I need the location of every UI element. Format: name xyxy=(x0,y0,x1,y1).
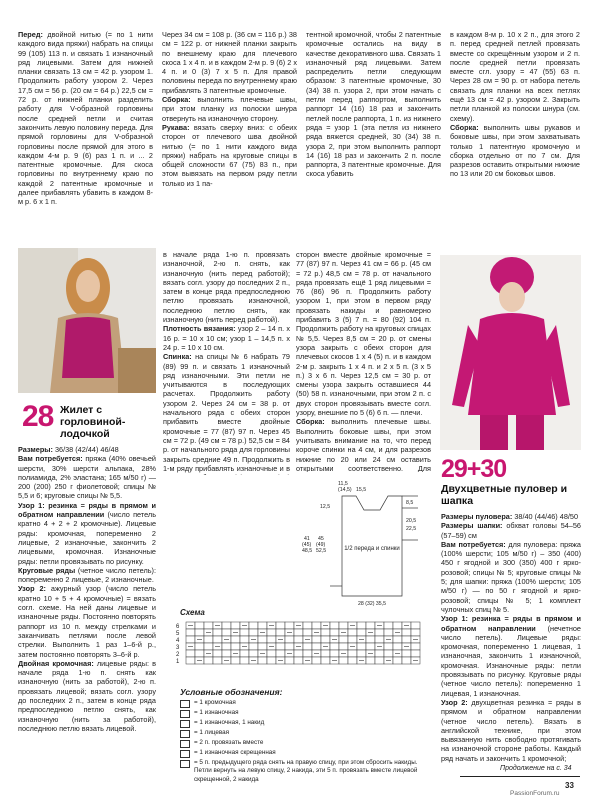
scheme-row-number: 3 xyxy=(176,645,180,651)
scheme-cell xyxy=(411,643,420,650)
paragraph-text: узор 2 – 14 п. x 16 р. = 10 x 10 см; узор 1 – 14,5 п. x 24 р. = 10 x 10 см. xyxy=(163,324,290,352)
pattern-right-3: 22,5 xyxy=(406,526,417,532)
paragraph xyxy=(306,30,441,179)
paragraph-text: 36/38 (42/44) 46/48 xyxy=(54,445,119,454)
paragraph-text: Через 34 см = 108 р. (36 см = 116 р.) 38 см = 122 р. от нижней планки закрыть по внешнему краю для плечевого скоса 1 х 4 п. и в каждом 2-м р. 9 (6) 2 х 4 п. и 0 (3) 7 х 5 п. Для правой половины переда по внутреннему краю прибавлять 3 патентные кромочные. xyxy=(162,30,297,95)
scheme-cell xyxy=(222,650,231,657)
pattern-left2-2: (49) xyxy=(316,542,326,548)
scheme-cell xyxy=(285,622,294,629)
continue-note: Продолжение на с. 34 xyxy=(500,765,572,772)
scheme-cell xyxy=(348,657,357,664)
legend-item xyxy=(180,719,435,728)
scheme-title: Схема xyxy=(180,608,205,617)
legend-text: = 2 п. провязать вместе xyxy=(194,739,264,746)
paragraph-text: на спицы № 6 набрать 79 (89) 99 п. и связать 1 изнаночный ряд изнаночными. Эти петли не учитываются в последующих расчетах. Продолжить работу узором 2. Через 24 см = 38 р. от начального ряда с обеих сторон прибавить вместе двойные кромочные = 77 (87) 97 п. Через 45 см = 72 р. (49 см = 78 р.) 52,5 см = 84 р. от начального ряда для горловины закрыть средние 49 п. Продолжить в 1-м ряду прибавлять изнаночные и в xyxy=(163,352,290,473)
scheme-cell xyxy=(321,657,330,664)
paragraph xyxy=(450,30,580,123)
scheme-cell xyxy=(303,650,312,657)
scheme-cell xyxy=(375,636,384,643)
paragraph xyxy=(296,250,431,417)
legend-text: = 5 п. предыдущего ряда снять на правую спицу, при этом сбросить накиды. Петли вернуть на левую спицу, 2 накида, эти 5 п. провязать вместе лицевой скрещенной, 2 накида xyxy=(194,759,418,783)
legend-symbol-icon xyxy=(180,730,190,738)
scheme-cell xyxy=(303,643,312,650)
scheme-cell xyxy=(240,657,249,664)
legend-text: = 1 изнаночная xyxy=(194,709,239,716)
scheme-cell xyxy=(366,643,375,650)
footer-rule xyxy=(460,776,580,777)
scheme-cell xyxy=(240,650,249,657)
scheme-cell xyxy=(384,650,393,657)
paragraph-text: (число петель кратно 4 + 2 + 2 кромочные). Лицевые ряды: кромочная, попеременно 2 лицевые, 2 изнаночные, закончить 2 лицевыми, кромочная. Изнаночные ряды: петли провязывать по рисунку. xyxy=(18,510,156,566)
scheme-cell xyxy=(393,643,402,650)
pattern-left-1: 41 xyxy=(304,536,310,542)
item-28-number: 28 xyxy=(22,400,54,433)
scheme-cell xyxy=(312,657,321,664)
paragraph-heading: Вам потребуется: xyxy=(441,539,509,549)
scheme-cell xyxy=(249,643,258,650)
paragraph-heading: Размеры шапки: xyxy=(441,521,507,531)
scheme-cell xyxy=(249,650,258,657)
paragraph xyxy=(18,566,156,585)
scheme-cell xyxy=(339,657,348,664)
legend-item xyxy=(180,729,435,738)
scheme-cell xyxy=(312,636,321,643)
scheme-row-number: 4 xyxy=(176,638,180,644)
legend-item xyxy=(180,739,435,748)
paragraph xyxy=(441,540,581,614)
paragraph-text: выполнить швы рукавов и боковые швы, при этом захватывать только 1 патентную кромочную и сборка отдельно от по 7 см. Для разрезов оставить открытыми нижние по 13 или 20 см боковых швов. xyxy=(450,122,580,179)
scheme-cell xyxy=(321,636,330,643)
scheme-cell xyxy=(303,629,312,636)
legend-text: = 1 кромочная xyxy=(194,699,236,706)
item-29-30-title: Двухцветные пуловер и шапка xyxy=(441,483,568,507)
scheme-cell xyxy=(267,650,276,657)
paragraph-heading: Перед: xyxy=(18,30,48,39)
scheme-cell xyxy=(231,657,240,664)
scheme-cell xyxy=(330,643,339,650)
paragraph xyxy=(163,352,290,475)
scheme-cell xyxy=(231,643,240,650)
pattern-top-3: 15,5 xyxy=(356,487,367,493)
scheme-cell xyxy=(375,629,384,636)
pattern-top-2: (14,5) xyxy=(338,487,352,493)
scheme-chart xyxy=(172,618,437,668)
scheme-cell xyxy=(294,650,303,657)
pattern-left2-1: 45 xyxy=(318,536,324,542)
scheme-cell xyxy=(357,622,366,629)
item-28-text xyxy=(18,445,156,765)
scheme-cell xyxy=(213,629,222,636)
scheme-cell xyxy=(258,657,267,664)
scheme-cell xyxy=(411,629,420,636)
legend-symbol-icon xyxy=(180,720,190,728)
paragraph-heading: Двойная кромочная: xyxy=(18,658,97,668)
paragraph-text: в каждом 8-м р. 10 х 2 п., для этого 2 п. перед средней петлей провязать вместе со скрещённым узором и 2 п. после средней петли провязать вместе сгл. узору = 47 (55) 63 п. Через 28 см = 90 р. от набора петель связать для планки на всех петлях ещё 13 см = 42 р. узором 2. Закрыть петли планкой из полоски шнура (см. схему). xyxy=(450,30,580,123)
page-number: 33 xyxy=(565,781,574,790)
legend-symbol-icon xyxy=(180,740,190,748)
scheme-cell xyxy=(357,650,366,657)
legend-item xyxy=(180,749,435,758)
paragraph-heading: Узор 1: резинка = ряды в прямом и обратном направлении xyxy=(441,614,581,633)
scheme-cell xyxy=(186,629,195,636)
scheme-cell xyxy=(294,636,303,643)
scheme-cell xyxy=(393,622,402,629)
paragraph xyxy=(163,250,290,324)
paragraph xyxy=(450,123,580,179)
paragraph-heading: Сборка: xyxy=(296,417,332,427)
scheme-cell xyxy=(186,657,195,664)
scheme-cell xyxy=(330,629,339,636)
scheme-cell xyxy=(222,629,231,636)
legend-text: = 1 лицевая xyxy=(194,729,230,736)
paragraph xyxy=(18,659,156,733)
scheme-cell xyxy=(186,636,195,643)
item-29-30-number: 29+30 xyxy=(441,455,507,483)
paragraph xyxy=(18,584,156,658)
paragraph xyxy=(18,454,156,500)
paragraph-text: 38/40 (44/46) 48/50 xyxy=(514,512,579,521)
scheme-cell xyxy=(312,643,321,650)
scheme-cell xyxy=(348,629,357,636)
paragraph-text: обхват головы 54–56 (57–59) см xyxy=(441,521,581,540)
scheme-cell xyxy=(357,643,366,650)
scheme-cell xyxy=(267,636,276,643)
paragraph-heading: Узор 1: резинка = ряды в прямом и обратном направлении xyxy=(18,500,156,520)
scheme-cell xyxy=(321,629,330,636)
scheme-cell xyxy=(375,650,384,657)
scheme-cell xyxy=(384,643,393,650)
scheme-cell xyxy=(213,636,222,643)
pattern-top-1: 11,5 xyxy=(338,481,348,487)
paragraph xyxy=(441,698,581,763)
paragraph-text: для пуловера: пряжа (100% шерсти; 105 м/50 г) – 350 (400) 450 г ягодной и 300 (350) 400 г ярко-розовой; спицы № 5; круговые спицы № 5; для шапки: пряжа (100% шерсти; 105 м/50 г) — по 50 г ягодной и ярко-розовой; спицы № 5; 1 комплект чулочных спиц № 5. xyxy=(441,539,581,614)
scheme-cell xyxy=(384,629,393,636)
scheme-cell xyxy=(294,629,303,636)
scheme-cell xyxy=(267,657,276,664)
legend-item xyxy=(180,699,435,708)
scheme-cell xyxy=(402,636,411,643)
paragraph-text: выполнить плечевые швы, при этом планку из полоски шнура отвернуть на изнаночную сторону. xyxy=(162,95,297,123)
scheme-cell xyxy=(330,622,339,629)
scheme-cell xyxy=(366,636,375,643)
scheme-cell xyxy=(339,622,348,629)
paragraph xyxy=(163,324,290,352)
top-column-1 xyxy=(18,30,153,240)
pattern-left-2: (45) xyxy=(302,542,312,548)
scheme-row-number: 2 xyxy=(176,652,180,658)
scheme-cell xyxy=(393,657,402,664)
scheme-cell xyxy=(195,629,204,636)
paragraph-heading: Сборка: xyxy=(162,95,198,105)
pattern-left2-3: 52,5 xyxy=(316,548,327,554)
item-28-title: Жилет с горловиной-лодочкой xyxy=(60,404,126,440)
scheme-cell xyxy=(321,650,330,657)
scheme-cell xyxy=(402,650,411,657)
scheme-cell xyxy=(402,629,411,636)
scheme-cell xyxy=(258,622,267,629)
pattern-right-2: 20,5 xyxy=(406,518,417,524)
paragraph-text: тентной кромочной, чтобы 2 патентные кромочные остались на виду в качестве декоративного шва. Связать 1 изнаночный ряд лицевыми. Затем распределить петли следующим образом: 3 патентные кромочные, 30 (34) 38 п. узора 2, при этом начать с петли перед раппортом, выполнить раппорт 14 (16) 18 раз и закончить петлей после раппорта, 1 п. из нижнего ряда = узор 1 (эта петля из нижнего ряда вяжется средней, 30 (34) 38 п. узора 2, при этом выполнить раппорт 14 (16) 18 раз и закончить 2 п. после раппорта, 3 патентные кромочные. Для скоса убавить xyxy=(306,30,441,179)
pullover-photo xyxy=(440,255,581,450)
scheme-cell xyxy=(276,629,285,636)
legend-text: = 1 изнаночная, 1 накид xyxy=(194,719,265,726)
paragraph xyxy=(18,501,156,566)
paragraph-text: ажурный узор (число петель кратно 10 + 5 + 4 кромочные) = вязать согл. схеме. На ней даны лицевые и изнаночные ряды. Постоянно повторять раппорт из 10 п. между стрелками и заканчивать петлями после левой стрелки. Выполнить 1 раз 1–6-й р., затем постоянно повторять 3–6-й р. xyxy=(18,584,156,659)
scheme-cell xyxy=(339,643,348,650)
paragraph-heading: Размеры: xyxy=(18,445,55,454)
paragraph xyxy=(441,512,581,521)
paragraph xyxy=(441,614,581,698)
scheme-cell xyxy=(204,643,213,650)
scheme-row-number: 5 xyxy=(176,631,180,637)
paragraph-text: вязать сверху вниз: с обеих сторон от плечевого шва двойной нитью (= по 1 нити каждого вида пряжи) набрать на круговые спицы в общей сложности 67 (75) 83 п., при этом вывязать на первом ряду петли только из 1 па- xyxy=(162,122,297,188)
scheme-cell xyxy=(366,657,375,664)
vest-photo-illustration xyxy=(18,248,156,393)
scheme-cell xyxy=(195,650,204,657)
legend-text: = 1 изнаночная скрещенная xyxy=(194,749,276,756)
legend-symbol-icon xyxy=(180,710,190,718)
scheme-cell xyxy=(213,650,222,657)
paragraph xyxy=(162,95,297,123)
paragraph-text: двойной нитью (= по 1 нити каждого вида пряжи) набрать на спицы 99 (105) 113 п. и связать 1 изнаночный ряд лицевыми. Затем для нижней планки связать 13 см = 42 р. узором 1. Продолжить работу узором 2. Через 17,5 см = 56 р. (20 см = 64 р.) 22,5 см = 72 р. от нижней планки разделить работу для V-образной горловины после средней петли и считая закончить левую половину переда. Для прямой горловины для V-образной горловины после прямой для этого в каждом 4-м р. 9 (6) раз 1 п. и ... 2 патентные кромочные. Для скоса горловины по внутреннему краю по каждой 2 патентные кромочные и далее прибавлять убавить в каждом 8-м р. 6 х 1 п. xyxy=(18,30,153,207)
scheme-cell xyxy=(213,657,222,664)
scheme-cell xyxy=(294,657,303,664)
legend-symbol-icon xyxy=(180,750,190,758)
paragraph-heading: Вам потребуется: xyxy=(18,454,86,464)
scheme-cell xyxy=(231,636,240,643)
paragraph-heading: Рукава: xyxy=(162,122,194,132)
paragraph-text: в начале ряда 1-ю п. провязать изнаночной, 2-ю п. снять, как изнаночную (нить перед работой); вязать согл. узору до последних 2 п., затем в конце ряда предпоследнюю петлю провязать изнаночной, последнюю петлю снять, как изнаночную (нить перед работой). xyxy=(163,250,290,325)
scheme-cell xyxy=(348,636,357,643)
paragraph-text: (нечетное число петель). Лицевые ряды: кромочная, попеременно 1 лицевая, 1 изнаночная, закончить 1 изнаночной, кромочная. Изнаночные ряды: петли провязывать по рисунку. Круговые ряды (четное число петель): попеременно 1 лицевая, 1 изнаночная. xyxy=(441,623,581,698)
paragraph xyxy=(162,30,297,95)
scheme-cell xyxy=(348,650,357,657)
scheme-cell xyxy=(339,636,348,643)
top-column-4 xyxy=(450,30,580,240)
scheme-cell xyxy=(285,643,294,650)
scheme-cell xyxy=(204,622,213,629)
scheme-cell xyxy=(411,650,420,657)
paragraph-text: (четное число петель): попеременно 2 лицевые, 2 изнаночные. xyxy=(18,565,156,585)
paragraph-text: двухцветная резинка = ряды в прямом и обратном направлении (четное число петель). Вязать в английской технике, при этом вывязанную нить свободно протягивать на изнаночной стороне работы. Каждый ряд начать и закончить 1 кромочной; xyxy=(441,697,581,763)
legend-item xyxy=(180,759,435,784)
scheme-cell xyxy=(276,650,285,657)
pattern-top-small: 12,5 xyxy=(320,504,331,510)
scheme-cell xyxy=(303,622,312,629)
scheme-cell xyxy=(195,643,204,650)
scheme-cell xyxy=(276,643,285,650)
scheme-cell xyxy=(267,629,276,636)
legend-symbol-icon xyxy=(180,700,190,708)
pattern-right-1: 8,5 xyxy=(406,500,414,506)
top-column-2 xyxy=(162,30,297,240)
scheme-cell xyxy=(240,636,249,643)
paragraph-heading: Узор 2: xyxy=(441,697,472,707)
scheme-cell xyxy=(393,636,402,643)
paragraph-text: пряжа (40% овечьей шерсти, 30% шерсти альпака, 28% полиамида, 2% эластана; 165 м/50 г) — 200 (200) 250 г фиолетовой; спицы № 5,5 и 6; круговые спицы № 5,5. xyxy=(18,454,156,501)
paragraph xyxy=(162,123,297,188)
paragraph-text: выполнить плечевые швы. Выполнить боковые швы, при этом учитывать внимание на то, что перед короче спинки на 4 см, и для разрезов нижние по 20 или 24 см оставить открытыми соответственно. Для xyxy=(296,417,431,472)
paragraph xyxy=(441,521,581,540)
scheme-cell xyxy=(330,650,339,657)
scheme-cell xyxy=(357,629,366,636)
scheme-cell xyxy=(258,643,267,650)
scheme-cell xyxy=(222,622,231,629)
scheme-cell xyxy=(258,636,267,643)
item-28-middle-column xyxy=(163,250,290,475)
paragraph-text: лицевые ряды: в начале ряда 1-ю п. снять как изнаночную (нить за работой), 2-ю п. провязать лицевой; вязать согл. узору до последних 2 п., затем в конце ряда предпоследнюю петлю снять, как изнаночную (нить за работой), последнюю петлю вязать лицевой. xyxy=(18,658,156,733)
item-28-right-column xyxy=(296,250,431,472)
scheme-cell xyxy=(249,629,258,636)
scheme-cell xyxy=(249,622,258,629)
scheme-cell xyxy=(384,622,393,629)
paragraph-heading: Спинка: xyxy=(163,352,196,362)
scheme-cell xyxy=(312,622,321,629)
pattern-label: 1/2 переда и спинки xyxy=(344,546,400,552)
paragraph-text: сторон вместе двойные кромочные = 77 (87) 97 п. Через 41 см = 66 р. (45 см = 72 р.) 48,5 см = 78 р. от начального ряда провязать ещё 1 ряд лицевыми = 76 (86) 96 п. Продолжить работу узором 1, при этом в первом ряду провязать накиды и равномерно прибавить 3 (5) 7 п. = 80 (92) 104 п. Продолжить работу на круговых спицах № 5,5. Через 8,5 см = 20 р. от смены узора закрыть с обеих сторон для плечевых скосов 1 х 4 (5) п. и в каждом 2-м р. закрыть 1 х 4 п. и 2 х 5 п. (3 х 5 п.) 3 х 6 п. Через 12,5 см = 30 р. от смены узора закрыть оставшиеся 44 (50) 58 п. изнаночными, при этом 2 п. с двух сторон провязывать вместе согл. узору, внешние по 5 (6) 6 п. — плечи. xyxy=(296,250,431,418)
scheme-cell xyxy=(285,636,294,643)
pattern-left-3: 48,5 xyxy=(302,548,313,554)
scheme-cell xyxy=(195,622,204,629)
legend-title: Условные обозначения: xyxy=(180,687,283,697)
scheme-cell xyxy=(204,657,213,664)
paragraph-heading: Узор 2: xyxy=(18,584,51,594)
paragraph-heading: Плотность вязания: xyxy=(163,324,238,334)
top-column-3 xyxy=(306,30,441,240)
paragraph-heading: Сборка: xyxy=(450,122,484,132)
paragraph xyxy=(18,30,153,207)
paragraph xyxy=(18,445,156,454)
scheme-cell xyxy=(402,657,411,664)
vest-photo xyxy=(18,248,156,393)
pattern-diagram xyxy=(300,478,435,608)
scheme-cell xyxy=(411,622,420,629)
site-watermark: PassionForum.ru xyxy=(510,790,560,797)
legend-symbol-icon xyxy=(180,760,190,768)
scheme-cell xyxy=(240,629,249,636)
scheme-row-number: 1 xyxy=(176,659,180,665)
paragraph-heading: Круговые ряды xyxy=(18,565,78,575)
scheme-cell xyxy=(222,643,231,650)
scheme-cell xyxy=(204,636,213,643)
pattern-bottom: 28 (32) 35,5 xyxy=(358,601,386,607)
scheme-cell xyxy=(276,622,285,629)
pullover-photo-illustration xyxy=(440,255,581,450)
item-29-30-text xyxy=(441,512,581,764)
paragraph-heading: Размеры пуловера: xyxy=(441,512,515,521)
legend-item xyxy=(180,709,435,718)
scheme-cell xyxy=(285,657,294,664)
paragraph xyxy=(296,417,431,472)
legend xyxy=(180,699,435,785)
scheme-cell xyxy=(231,622,240,629)
scheme-cell xyxy=(375,657,384,664)
scheme-cell xyxy=(186,650,195,657)
scheme-row-number: 6 xyxy=(176,624,180,630)
scheme-cell xyxy=(366,622,375,629)
